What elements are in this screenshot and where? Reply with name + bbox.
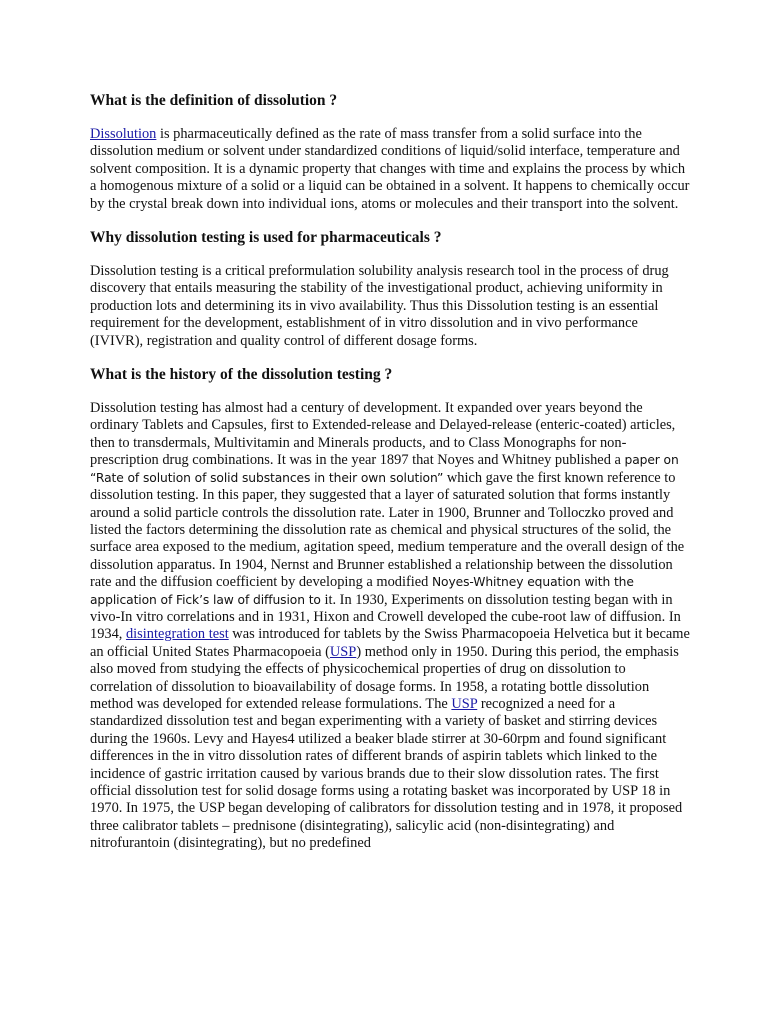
history-alt-text-1: paper on “Rate of solution of solid substances in their own solution”: [90, 453, 679, 485]
definition-text: is pharmaceutically defined as the rate of mass transfer from a solid surface into the dissolution medium or solvent under standardized conditions of liquid/solid interface, temperature and solvent composition. It is a dynamic property that changes with time and explains the process by which a homogenous mixture of a solid or a liquid can be obtained in a solvent. It happens to chemically occur by the crystal break down into individual ions, atoms or molecules and their transport into the solvent.: [90, 126, 690, 212]
heading-definition: What is the definition of dissolution ?: [90, 92, 338, 109]
history-text-4: was introduced for tablets by the Swiss Pharmacopoeia Helvetica but it became an official United States Pharmacopoeia (: [90, 626, 690, 660]
heading-why-testing: Why dissolution testing is used for pharmaceuticals ?: [90, 229, 442, 247]
history-text-6: recognized a need for a standardized dissolution test and began experimenting with a variety of basket and stirring devices during the 1960s. Levy and Hayes4 utilized a beaker blade stirrer at 30-60rpm and found significant differences in the in vitro dissolution rates of different brands of aspirin tablets which linked to the incidence of gastric irritation caused by various brands due to their slow dissolution rates. The first official dissolution test for solid dosage forms using a rotating basket was incorporated by USP 18 in 1970. In 1975, the USP began developing of calibrators for dissolution testing and in 1978, it proposed three calibrator tablets – prednisone (disintegrating), salicylic acid (non-disintegrating) and nitrofurantoin (disintegrating), but no predefined: [90, 695, 683, 852]
heading-history: What is the history of the dissolution testing ?: [90, 366, 393, 384]
link-usp-2[interactable]: USP: [451, 695, 478, 712]
paragraph-why-testing: Dissolution testing is a critical preformulation solubility analysis research tool in the process of drug discovery that entails measuring the stability of the investigational product, achieving uniformity in production lots and determining its in vivo availability. Thus this Dissolution testing is an essential requirement for the development, establishment of in vitro dissolution and in vivo performance (IVIVR), registration and quality control of different dosage forms.: [90, 263, 669, 349]
link-disintegration-test[interactable]: disintegration test: [125, 626, 229, 643]
paragraph-history: [90, 400, 690, 853]
history-text-2: which gave the first known reference to dissolution testing. In this paper, they suggested that a layer of saturated solution that forms instantly around a solid particle controls the dissolution rate. Later in 1900, Brunner and Tolloczko proved and listed the factors determining the dissolution rate as chemical and physical structures of the solid, the surface area exposed to the medium, agitation speed, medium temperature and the overall design of the dissolution apparatus. In 1904, Nernst and Brunner established a relationship between the dissolution rate and the diffusion coefficient by developing a modified: [90, 469, 685, 591]
paragraph-definition: [90, 126, 690, 213]
link-dissolution[interactable]: Dissolution: [90, 126, 157, 142]
history-text-3: it. In 1930, Experiments on dissolution testing began with in vivo-In vitro correlations and in 1931, Hixon and Crowell developed the cube-root law of diffusion. In 1934,: [90, 591, 681, 643]
link-usp-1[interactable]: USP: [329, 643, 357, 660]
history-text-1: Dissolution testing has almost had a century of development. It expanded over years beyond the ordinary Tablets and Capsules, first to Extended-release and Delayed-release (enteric-coated) articles, then to transdermals, Multivitamin and Minerals products, and to Class Monographs for non-prescription drug combinations. It was in the year 1897 that Noyes and Whitney published a: [90, 400, 676, 469]
document-page: [90, 92, 690, 853]
history-text-5: ) method only in 1950. During this period, the emphasis also moved from studying the effects of physicochemical properties of drug on dissolution to correlation of dissolution to bioavailability of dosage forms. In 1958, a rotating bottle dissolution method was developed for extended release formulations. The: [90, 643, 679, 712]
history-alt-text-2: Noyes-Whitney equation with the application of Fick’s law of diffusion to: [90, 575, 634, 607]
